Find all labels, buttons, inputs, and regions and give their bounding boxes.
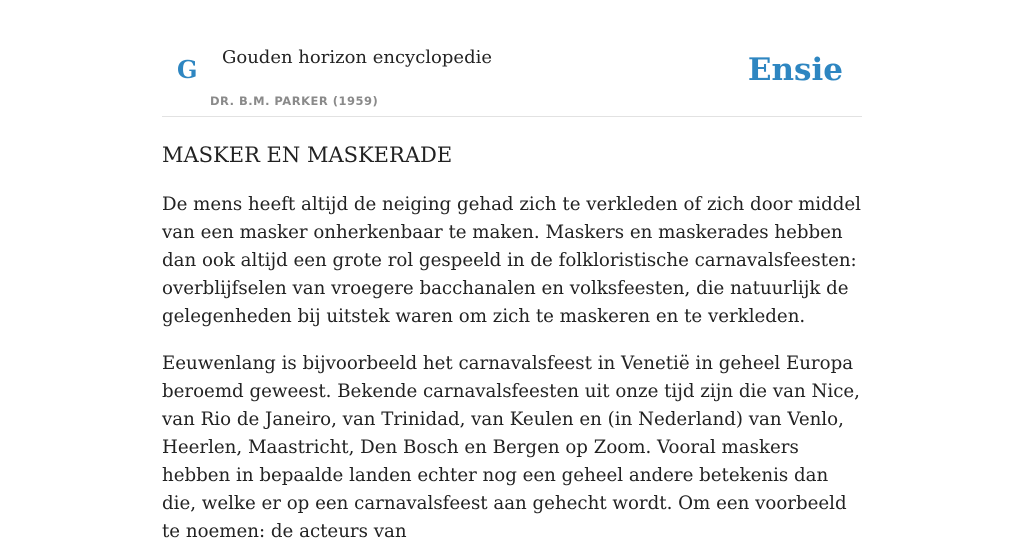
brand-logo-link[interactable]: Ensie	[747, 52, 843, 88]
article	[162, 140, 867, 546]
book-author: DR. B.M. PARKER (1959)	[210, 94, 379, 108]
header	[162, 0, 862, 117]
article-paragraph: De mens heeft altijd de neiging gehad zich te verkleden of zich door middel van een masker onherkenbaar te maken. Maskers en maskerades hebben dan ook altijd een grote rol gespeeld in de folkloristische carnavalsfeesten: overblijfselen van vroegere bacchanalen en volksfeesten, die natuurlijk de gelegenheden bij uitstek waren om zich te maskeren en te verkleden.	[162, 194, 861, 327]
book-logo[interactable]: G	[177, 55, 198, 84]
article-title: MASKER EN MASKERADE	[162, 143, 453, 167]
article-paragraph: Eeuwenlang is bijvoorbeeld het carnavalsfeest in Venetië in geheel Europa beroemd geweest. Bekende carnavalsfeesten uit onze tijd zijn die van Nice, van Rio de Janeiro, van Trinidad, van Keulen en (in Nederland) van Venlo, Heerlen, Maastricht, Den Bosch en Bergen op Zoom. Vooral maskers hebben in bepaalde landen echter nog een geheel andere betekenis dan die, welke er op een carnavalsfeest aan gehecht wordt. Om een voorbeeld te noemen: de acteurs van	[162, 353, 860, 542]
book-title[interactable]: Gouden horizon encyclopedie	[222, 47, 492, 68]
